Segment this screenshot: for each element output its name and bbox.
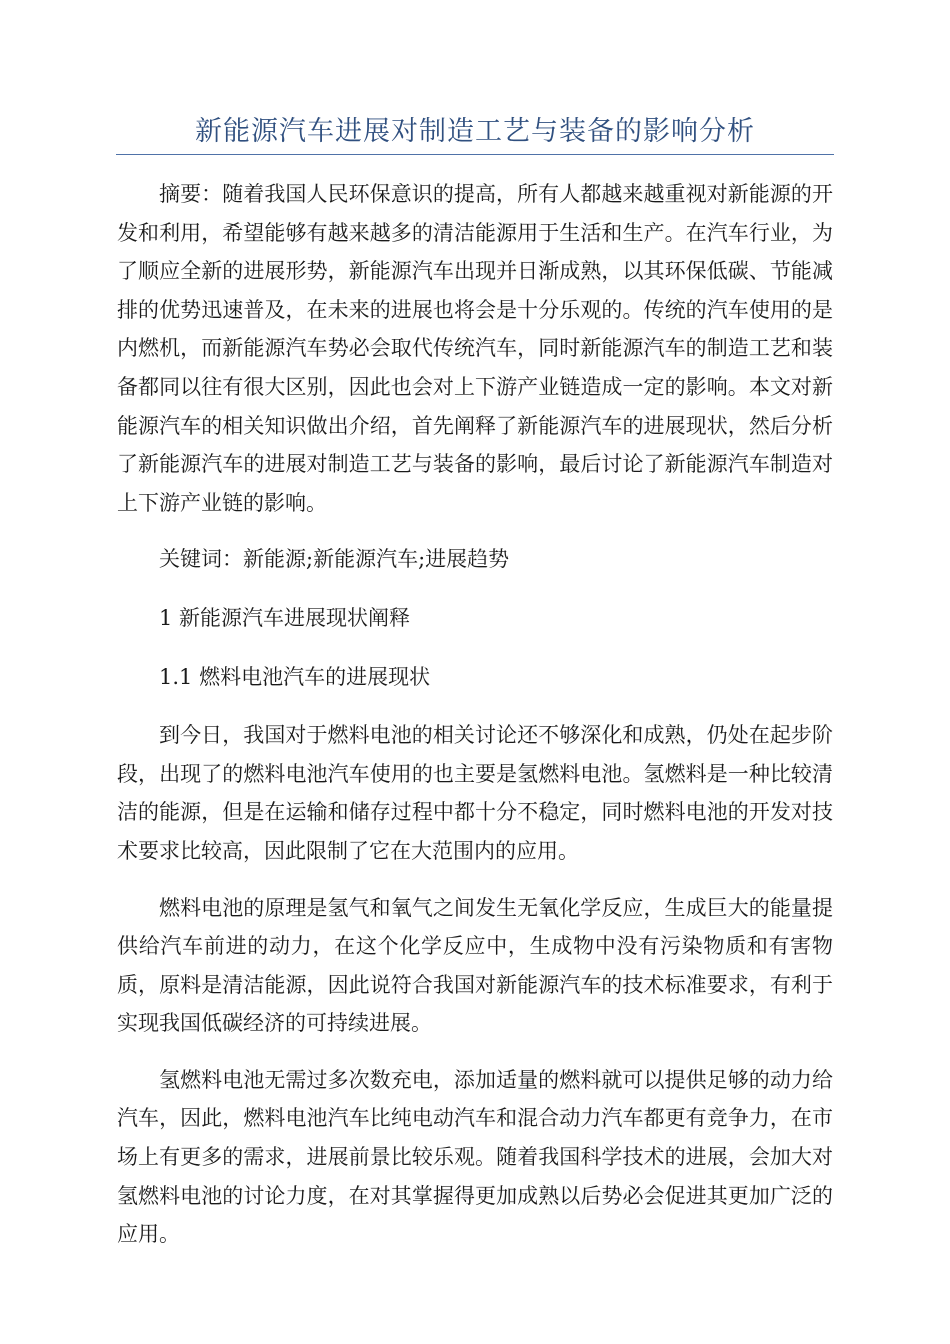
body-paragraph: 燃料电池的原理是氢气和氧气之间发生无氧化学反应，生成巨大的能量提供给汽车前进的动力，在这个化学反应中，生成物中没有污染物质和有害物质，原料是清洁能源，因此说符合我国对新能源汽车的技术标准要求，有利于实现我国低碳经济的可持续进展。 [117, 895, 833, 1036]
keywords-line: 关键词：新能源;新能源汽车;进展趋势 [159, 547, 510, 572]
body-paragraph: 到今日，我国对于燃料电池的相关讨论还不够深化和成熟，仍处在起步阶段，出现了的燃料电池汽车使用的也主要是氢燃料电池。氢燃料是一种比较清洁的能源，但是在运输和储存过程中都十分不稳定，同时燃料电池的开发对技术要求比较高，因此限制了它在大范围内的应用。 [117, 723, 833, 863]
title-underline [116, 154, 834, 155]
document-title: 新能源汽车进展对制造工艺与装备的影响分析 [195, 116, 755, 147]
body-paragraph: 氢燃料电池无需过多次数充电，添加适量的燃料就可以提供足够的动力给汽车，因此，燃料电池汽车比纯电动汽车和混合动力汽车都更有竞争力，在市场上有更多的需求，进展前景比较乐观。随着我国科学技术的进展，会加大对氢燃料电池的讨论力度，在对其掌握得更加成熟以后势必会促进其更加广泛的应用。 [117, 1067, 833, 1247]
abstract-paragraph: 摘要：随着我国人民环保意识的提高，所有人都越来越重视对新能源的开发和利用，希望能够有越来越多的清洁能源用于生活和生产。在汽车行业，为了顺应全新的进展形势，新能源汽车出现并日渐成熟，以其环保低碳、节能减排的优势迅速普及，在未来的进展也将会是十分乐观的。传统的汽车使用的是内燃机，而新能源汽车势必会取代传统汽车，同时新能源汽车的制造工艺和装备都同以往有很大区别，因此也会对上下游产业链造成一定的影响。本文对新能源汽车的相关知识做出介绍，首先阐释了新能源汽车的进展现状，然后分析了新能源汽车的进展对制造工艺与装备的影响，最后讨论了新能源汽车制造对上下游产业链的影响。 [117, 182, 833, 515]
document-body [117, 175, 833, 1272]
section-heading: 1 新能源汽车进展现状阐释 [159, 605, 411, 630]
subsection-heading: 1.1 燃料电池汽车的进展现状 [159, 664, 431, 689]
